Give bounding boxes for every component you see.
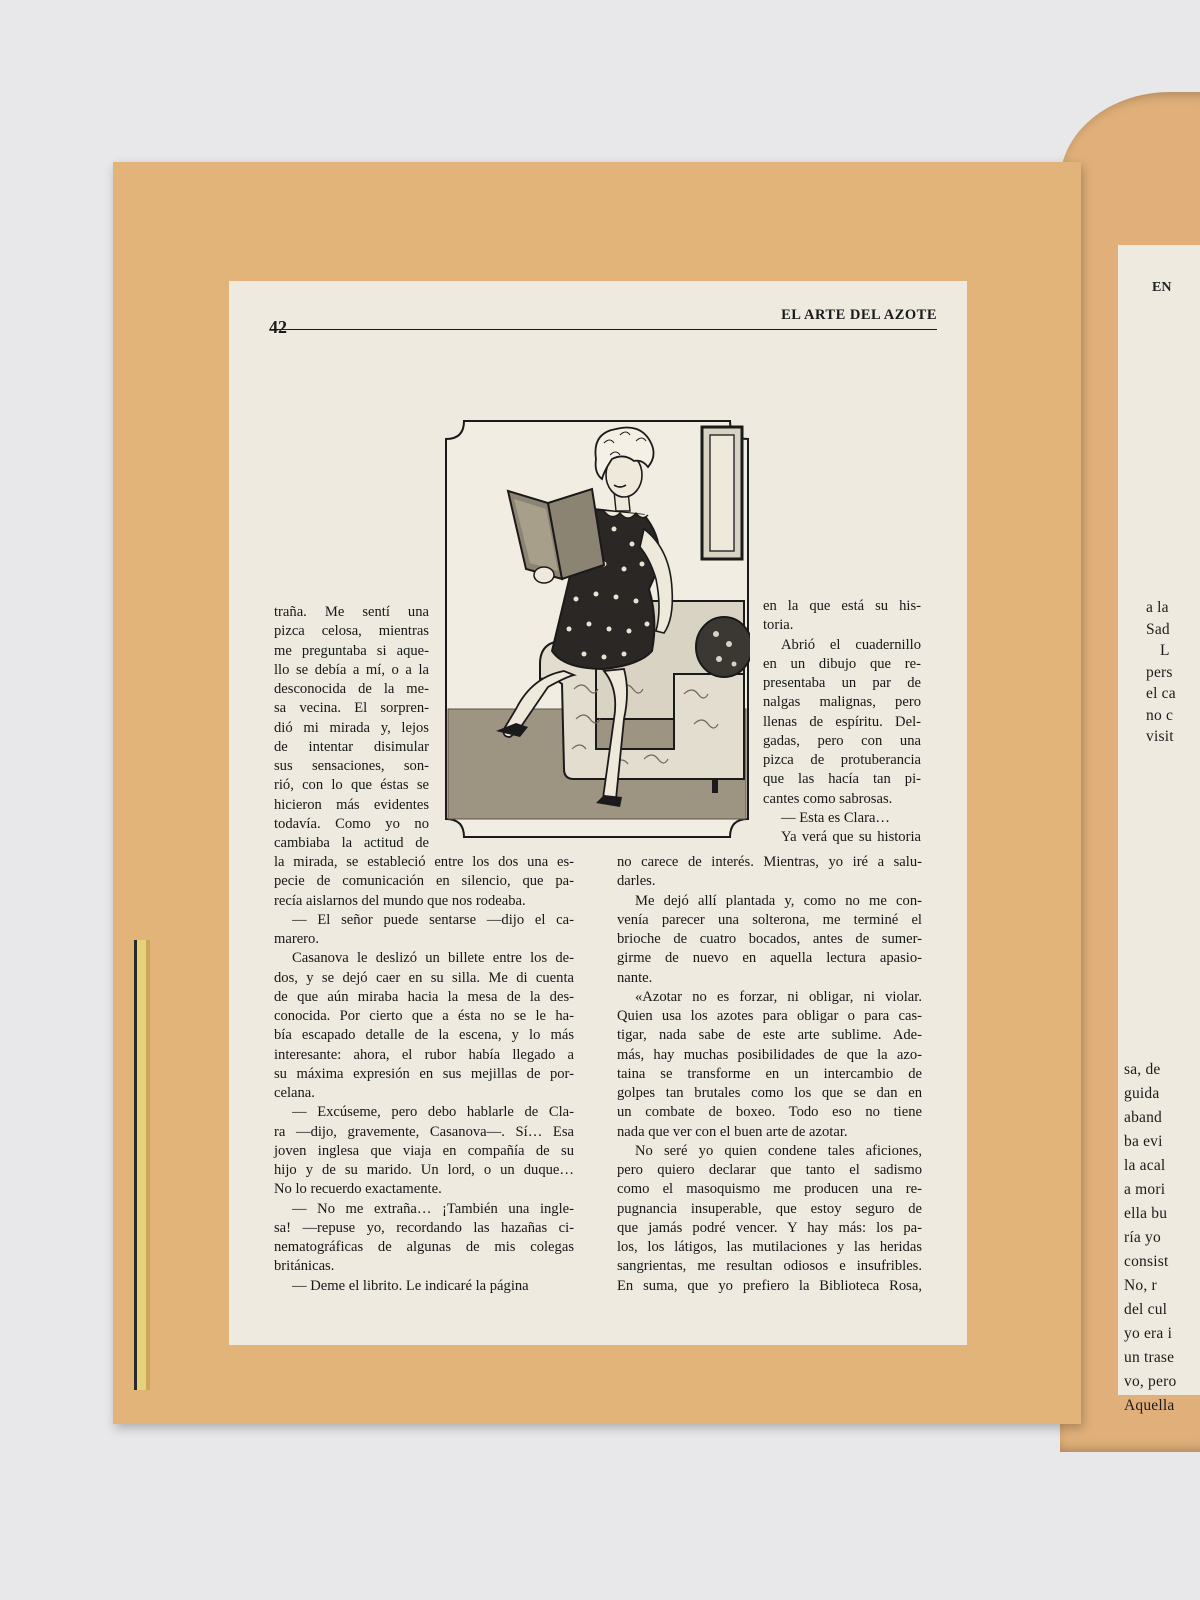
text-line: nematográficas de algunas de mis colegas bbox=[274, 1239, 574, 1255]
text-line: No seré yo quien condene tales aficiones, bbox=[635, 1142, 922, 1159]
facing-text-line: L bbox=[1160, 642, 1170, 659]
text-line: conocida. Por cierto que a ésta no se le ha- bbox=[274, 1008, 574, 1024]
text-line: recía aislarnos del mundo que nos rodeaba. bbox=[274, 892, 526, 909]
text-line: — El señor puede sentarse —dijo el ca- bbox=[292, 911, 574, 928]
text-line: pecie de comunicación en silencio, que pa- bbox=[274, 873, 574, 890]
facing-text-line: Sad bbox=[1146, 620, 1170, 638]
facing-text-line: ella bu bbox=[1124, 1205, 1168, 1222]
text-line: más, hay muchas posibilidades de que la azo- bbox=[617, 1046, 922, 1063]
text-line: que las hacía tan pi- bbox=[763, 771, 921, 788]
text-line: hicieron más evidentes bbox=[274, 796, 429, 813]
text-line: me preguntaba si aque- bbox=[274, 642, 429, 659]
text-line: pugnancia insuperable, que estoy seguro de bbox=[617, 1200, 922, 1217]
text-line: pizca de protuberancia bbox=[763, 752, 921, 768]
facing-text-line: vo, pero bbox=[1124, 1373, 1177, 1390]
text-line: como el masoquismo me producen una re- bbox=[617, 1181, 922, 1198]
facing-text-line: No, r bbox=[1124, 1277, 1157, 1294]
running-head: EL ARTE DEL AZOTE bbox=[781, 307, 937, 323]
text-line: marero. bbox=[274, 931, 319, 947]
text-line: golpes tan brutales como los que se dan en bbox=[617, 1085, 922, 1101]
text-line: sus sensaciones, son- bbox=[274, 758, 429, 774]
text-line: No lo recuerdo exactamente. bbox=[274, 1181, 442, 1198]
text-line: nada que ver con el buen arte de azotar. bbox=[617, 1123, 848, 1140]
text-line: hijo y de su marido. Un lord, o un duque… bbox=[274, 1162, 574, 1178]
text-line: cambiaba la actitud de bbox=[274, 835, 429, 851]
text-line: darles. bbox=[617, 873, 656, 890]
text-line: de que aún miraba hacia la mesa de la des- bbox=[274, 988, 574, 1005]
text-line: su máxima expresión en sus mejillas de por- bbox=[274, 1065, 574, 1082]
text-line: llenas de espíritu. Del- bbox=[763, 713, 921, 730]
text-line: de intentar disimular bbox=[274, 738, 429, 755]
text-line: toria. bbox=[763, 617, 794, 634]
facing-text-line: aband bbox=[1124, 1109, 1163, 1126]
text-line: bía escapado detalle de la escena, y lo más bbox=[274, 1027, 574, 1044]
text-line: brioche de cuatro bocados, antes de sumer- bbox=[617, 931, 922, 947]
text-line: celana. bbox=[274, 1085, 315, 1101]
text-line: venía parecer una solterona, me terminé el bbox=[617, 911, 922, 928]
text-line: En suma, que yo prefiero la Biblioteca Rosa, bbox=[617, 1277, 922, 1294]
text-line: en un dibujo que re- bbox=[763, 655, 921, 672]
text-line: joven inglesa que viaja en compañía de su bbox=[274, 1142, 574, 1159]
text-line: tigar, nada sabe de este arte sublime. Ade- bbox=[617, 1027, 922, 1044]
page-edge bbox=[134, 940, 150, 1390]
text-line: pero quiero declarar que tanto el sadismo bbox=[617, 1162, 922, 1178]
text-line: en la que está su his- bbox=[763, 598, 921, 614]
text-sheet bbox=[229, 281, 967, 1345]
facing-text-line: a la bbox=[1146, 599, 1169, 616]
text-line: la mirada, se estableció entre los dos una es- bbox=[274, 854, 574, 870]
text-line: Ya verá que su historia bbox=[781, 829, 921, 845]
text-line: un combate de boxeo. Todo eso no tiene bbox=[617, 1104, 922, 1121]
text-line: dió mi mirada y, lejos bbox=[274, 719, 429, 736]
text-line: nalgas malignas, pero bbox=[763, 694, 921, 711]
text-line: los, los látigos, las mutilaciones y las heridas bbox=[617, 1239, 922, 1255]
text-line: que jamás podré vencer. Y hay más: los pa- bbox=[617, 1219, 922, 1236]
text-line: taina se transforme en un intercambio de bbox=[617, 1065, 922, 1082]
text-line: — Esta es Clara… bbox=[781, 809, 891, 826]
illustration-woman-reading bbox=[444, 419, 750, 839]
text-line: sangrientas, me resultan odiosos e insufribles. bbox=[617, 1258, 922, 1275]
text-line: llo se debía a mí, o a la bbox=[274, 661, 429, 678]
facing-text-line: la acal bbox=[1124, 1157, 1166, 1174]
facing-text-line: ba evi bbox=[1124, 1133, 1163, 1150]
text-line: desconocida de la me- bbox=[274, 681, 429, 697]
text-line: cantes como sabrosas. bbox=[763, 790, 893, 807]
text-line: todavía. Como yo no bbox=[274, 815, 429, 832]
facing-text-line: consist bbox=[1124, 1253, 1169, 1270]
header-rule bbox=[273, 329, 937, 330]
text-line: traña. Me sentí una bbox=[274, 604, 429, 620]
text-line: — Excúseme, pero debo hablarle de Cla- bbox=[292, 1104, 574, 1121]
left-column-bottom bbox=[274, 853, 574, 1296]
text-line: — Deme el librito. Le indicaré la página bbox=[292, 1277, 529, 1294]
text-line: nante. bbox=[617, 969, 653, 986]
facing-text-line: ría yo bbox=[1124, 1229, 1161, 1246]
text-line: presentaba un par de bbox=[763, 675, 921, 691]
facing-text-line: visit bbox=[1146, 728, 1174, 745]
facing-text-line: del cul bbox=[1124, 1301, 1168, 1318]
text-line: Me dejó allí plantada y, como no me con- bbox=[635, 892, 922, 909]
text-line: pizca celosa, mientras bbox=[274, 623, 429, 640]
text-line: rió, con lo que éstas se bbox=[274, 777, 429, 794]
facing-text-line: no c bbox=[1146, 706, 1174, 724]
text-line: no carece de interés. Mientras, yo iré a salu- bbox=[617, 854, 922, 870]
facing-text-line: a mori bbox=[1124, 1181, 1166, 1198]
text-line: Casanova le deslizó un billete entre los de- bbox=[292, 950, 574, 967]
facing-text-line: Aquella bbox=[1124, 1397, 1175, 1414]
text-line: Quien usa los azotes para obligar o para cas- bbox=[617, 1008, 922, 1024]
facing-text-line: sa, de bbox=[1124, 1061, 1161, 1078]
text-line: — No me extraña… ¡También una ingle- bbox=[292, 1200, 574, 1217]
facing-text-line: guida bbox=[1124, 1085, 1160, 1102]
facing-page-header: EN bbox=[1152, 280, 1172, 295]
text-line: interesante: ahora, el rubor había llegado a bbox=[274, 1046, 574, 1063]
text-line: «Azotar no es forzar, ni obligar, ni violar. bbox=[635, 988, 922, 1005]
left-column-top bbox=[274, 603, 429, 853]
facing-text-line: el ca bbox=[1146, 685, 1176, 702]
right-column-top bbox=[763, 597, 921, 847]
right-column-bottom bbox=[617, 853, 922, 1296]
text-line: británicas. bbox=[274, 1258, 335, 1275]
facing-text-line: yo era i bbox=[1124, 1325, 1173, 1342]
text-line: dos, y se dejó caer en su silla. Me di cuenta bbox=[274, 969, 574, 986]
text-line: gadas, pero con una bbox=[763, 732, 921, 749]
text-line: girme de nuevo en aquella lectura apasio- bbox=[617, 950, 922, 967]
text-line: ra —dijo, gravemente, Casanova—. Sí… Esa bbox=[274, 1123, 574, 1140]
text-line: sa! —repuse yo, recordando las hazañas ci- bbox=[274, 1219, 574, 1236]
facing-text-line: un trase bbox=[1124, 1349, 1175, 1366]
text-line: sa vecina. El sorpren- bbox=[274, 700, 429, 717]
page-number: 42 bbox=[269, 317, 287, 337]
facing-text-line: pers bbox=[1146, 663, 1173, 681]
text-line: Abrió el cuadernillo bbox=[781, 636, 921, 653]
